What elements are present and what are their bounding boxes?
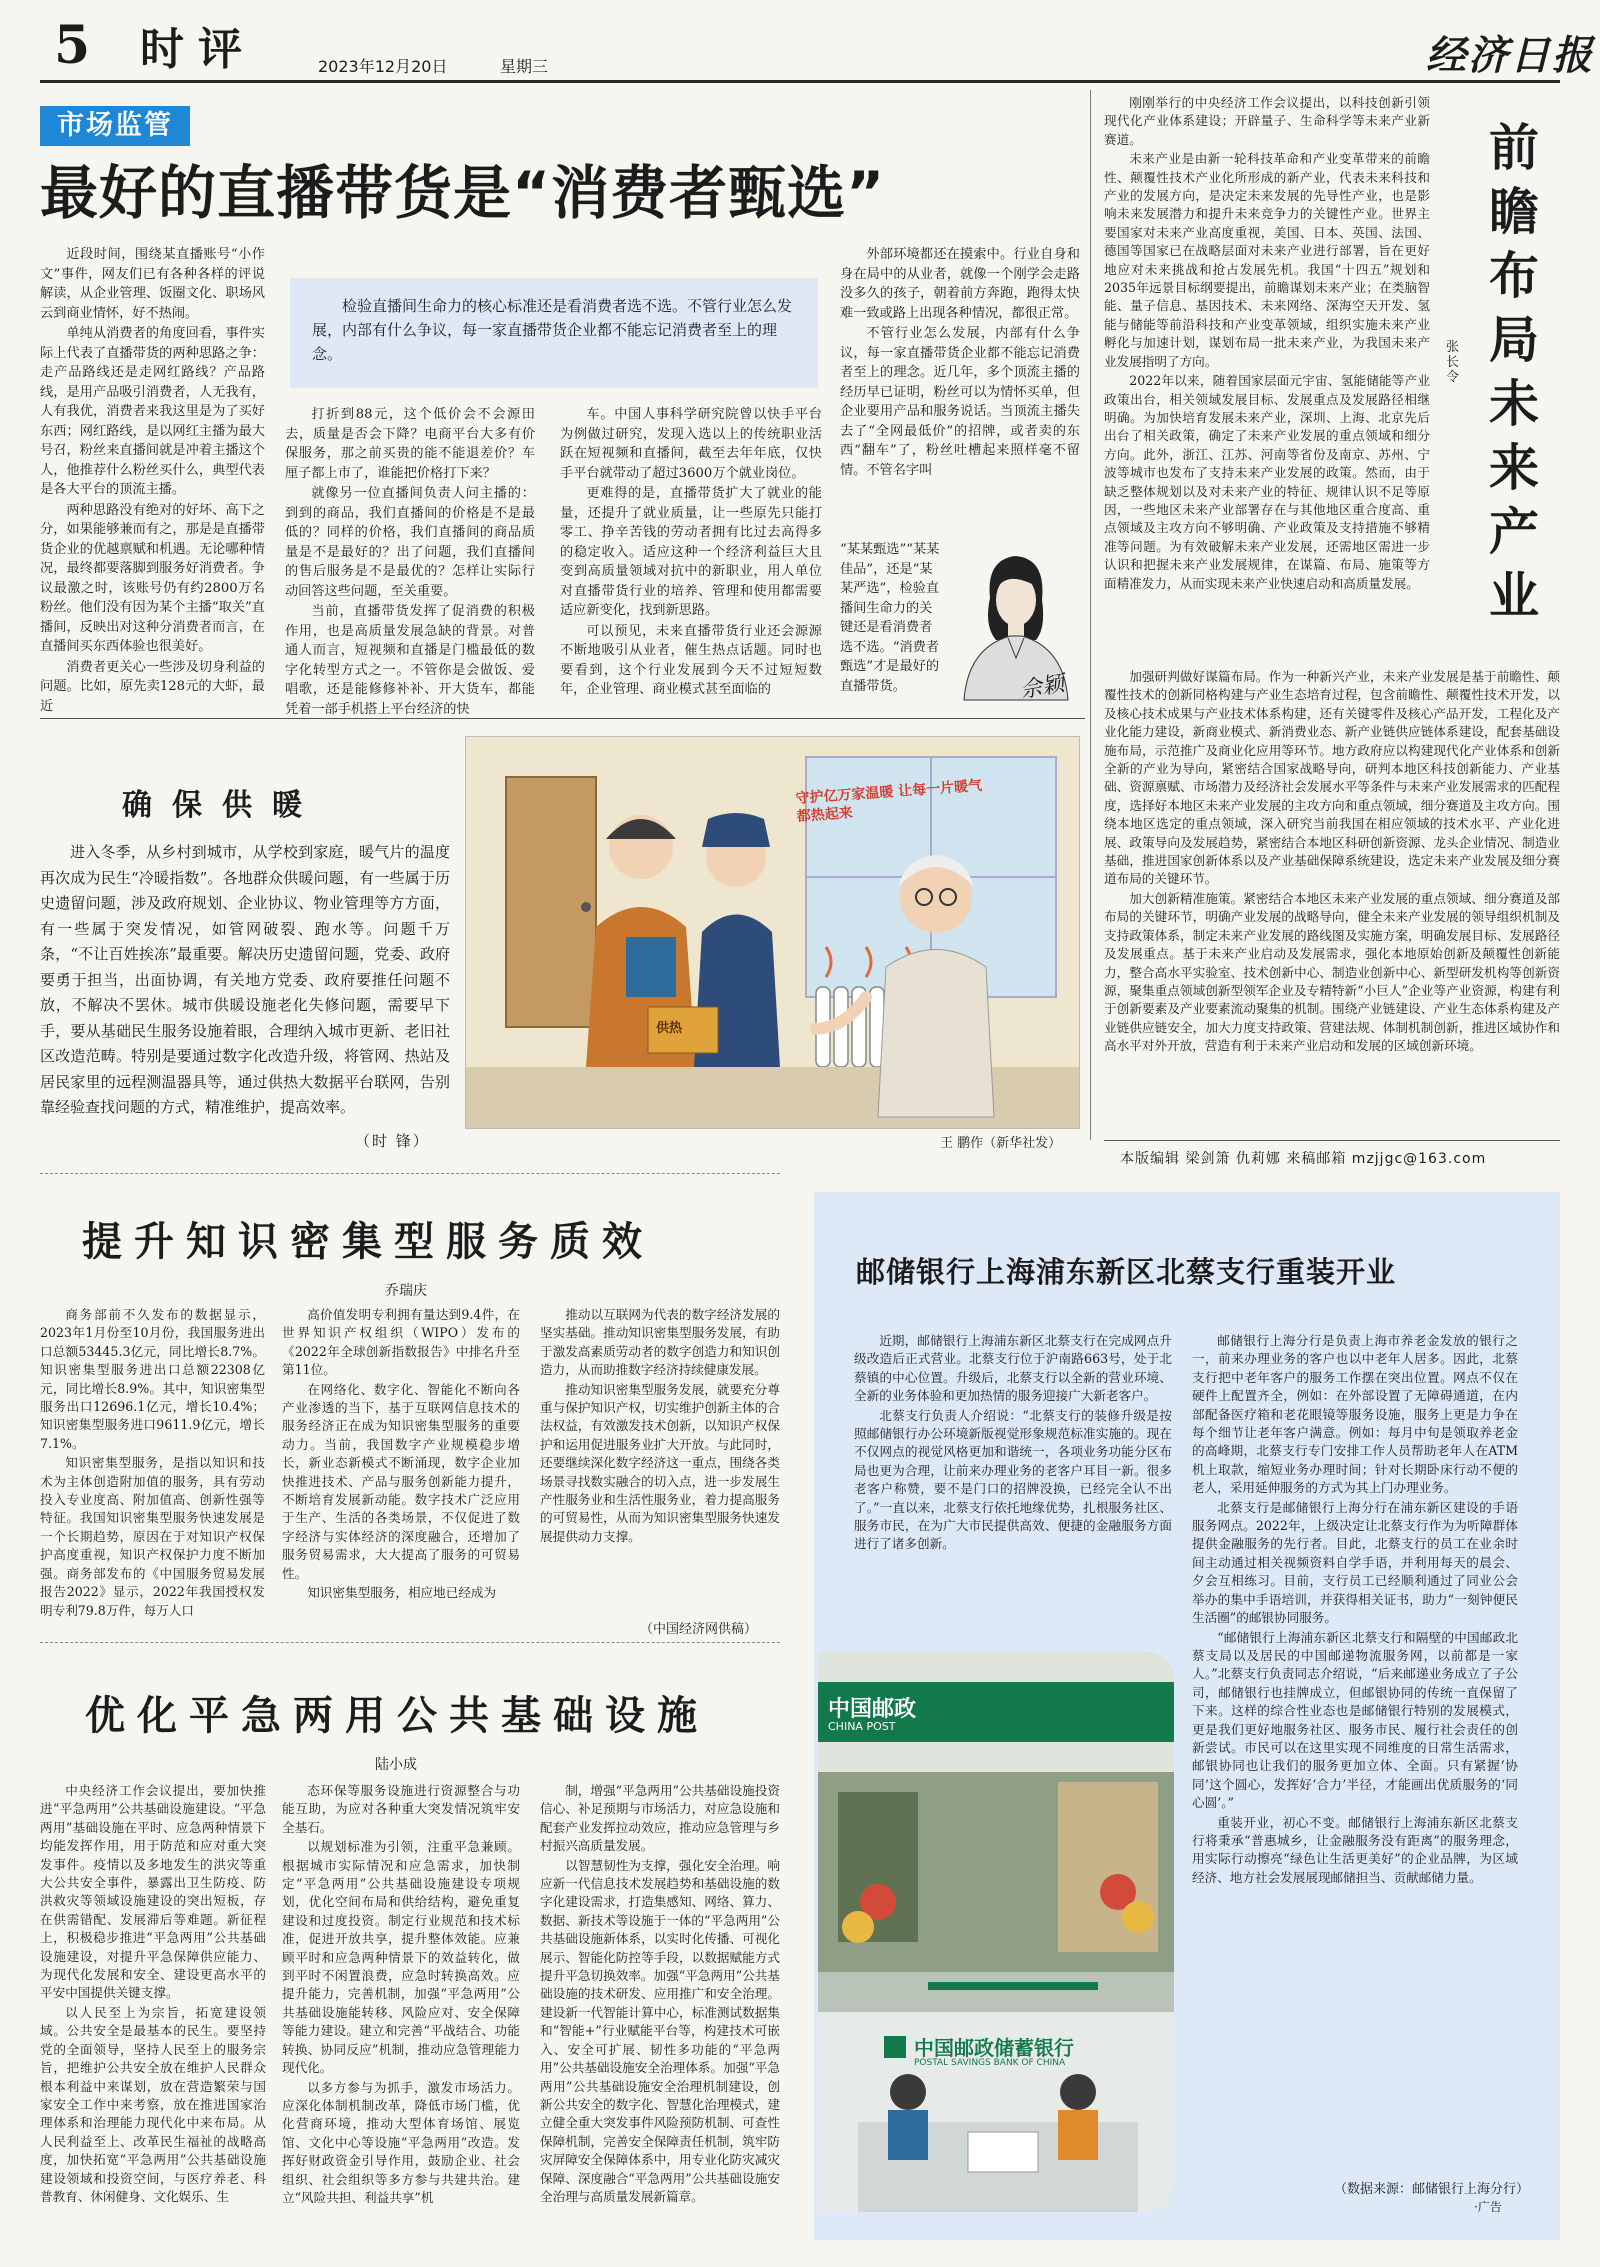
paragraph: 2022年以来，随着国家层面元宇宙、氢能储能等产业政策出台，相关领域发展目标、发展重点及发展路径相继明确。为加快培育发展未来产业，深圳、上海、北京先后出台了相关政策，确定了未来产业发展的重点领域和细分方向。此外，浙江、江苏、河南等省份及南京、苏州、宁波等城市也发布了支持未来产业发展的政策。然而，由于缺乏整体规划以及对未来产业的特征、规律认识不足等原因，一些地区未来产业部署存在与其他地区重合度高、重点领域及主攻方向不够明确、产业政策及支持措施不够精准等问题。为有效破解未来产业发展，还需地区需进一步认识和把握未来产业发展规律，在谋篇、布局、施策等方面精准发力，从而实现未来产业快速启动和高质量发展。 (1104, 373, 1430, 591)
paragraph: 不管行业怎么发展，内部有什么争议，每一家直播带货企业都不能忘记消费者至上的理念。近几年，多个顶流主播的经历早已证明，粉丝可以为情怀买单，但企业要用产品和服务说话。当顶流主播失去了“全网最低价”的招牌，或者卖的东西“翻车”了，粉丝吐槽起来照样毫不留情。不管名字叫 (840, 326, 1080, 478)
cartoon-caption: 守护亿万家温暖 让每一片暖气都热起来 (795, 777, 983, 825)
livestream-col-3 (560, 405, 822, 701)
knowledge-author: 乔瑞庆 (385, 1283, 427, 1299)
postal-logo-icon (884, 2036, 906, 2058)
livestream-col-4 (840, 245, 1080, 481)
paragraph: 加大创新精准施策。紧密结合本地区未来产业发展的重点领域、细分赛道及部布局的关键环节，明确产业发展的战略导向，健全未来产业发展的领导组织机制及支持政策体系，制定未来产业发展的路线图及实施方案，明确发展目标、发展路径及发展重点。基于未来产业启动及发展需求，强化本地原始创新及颠覆性创新能力，整合高水平实验室、技术创新中心、制造业创新中心、新型研发机构等创新资源，聚集重点领域创新型领军企业及专精特新“小巨人”企业等产业资源，构建有利于创新要素及产业要素流动聚集的机制。围绕产业链建设、产业生态体系构建及产业链供应链安全，加大力度支持政策、营建法规、体制机制创新，推进区域协作和高水平对外开放，营造有利于未来产业启动和发展的区域创新环境。 (1104, 890, 1560, 1054)
ad-mark: ·广告 (1474, 2200, 1502, 2214)
paragraph: 在网络化、数字化、智能化不断向各产业渗透的当下，基于互联网信息技术的服务经济正在成为知识密集型服务的重要动力。当前，我国数字产业规模稳步增长，新业态新模式不断涌现，数字企业加快推进技术、产品与服务创新能力提升，不断培育发展新动能。数字技术广泛应用于生产、生活的各类场景，不仅促进了数字经济与实体经济的深度融合，还增加了服务贸易需求，大大提高了服务的可贸易性。 (282, 1381, 520, 1581)
paragraph: “邮储银行上海浦东新区北蔡支行和隔壁的中国邮政北蔡支局以及居民的中国邮递物流服务网，以前都是一家人。”北蔡支行负责同志介绍说，“后来邮递业务成立了子公司，邮储银行也挂牌成立，但邮银协同的传统一直保留了下来。这样的综合性业态也是邮储银行特别的发展模式，更是我们更好地服务社区、服务市民、履行社会责任的创新尝试。市民可以在这里实现不同维度的日常生活需求，邮银协同也让我们的服务更加立体、全面。只有紧握‘协同’这个圆心，发挥好‘合力’半径，才能画出优质服务的‘同心圆’。” (1192, 1629, 1518, 1811)
paragraph: 加强研判做好谋篇布局。作为一种新兴产业，未来产业发展是基于前瞻性、颠覆性技术的创新同格构建与产业生态培育过程，包含前瞻性、颠覆性技术开发，以及核心技术成果与产业技术体系构建，还有关键零件及核心产品开发，工程化及产业化能力建设，新商业模式、新消费业态、新产业链供应链体系建设，配套基础设施布局，示范推广及商业化应用等环节。地方政府应以构建现代化产业体系和创新全新的产业为导向，紧密结合国家战略导向，研判本地区科技创新能力、产业基础、资源禀赋、市场潜力及经济社会发展水平等条件与未来产业发展需求的匹配程度，选择好本地区未来产业发展的主攻方向和重点领域，细分赛道及主攻方向。围绕本地区选定的重点领域，深入研究当前我国在相应领域的技术水平、产业化进展、政策导向及发展趋势，紧密结合本地区科研创新资源、龙头企业情况、制造业基础，推进国家创新体系以及产业基础保障系统建设，选定未来产业发展及细分赛道布局的关键环节。 (1104, 669, 1560, 887)
paragraph: 知识密集型服务，相应地已经成为 (307, 1585, 497, 1601)
bank-source: （数据来源：邮储银行上海分行） (1334, 2182, 1530, 2197)
knowledge-col-3 (540, 1306, 780, 1547)
knowledge-col-1 (40, 1306, 265, 1621)
knowledge-headline: 提升知识密集型服务质效 (82, 1218, 654, 1265)
livestream-col-1 (40, 245, 265, 717)
paragraph: 车。中国人事科学研究院曾以快手平台为例做过研究，发现入选以上的传统职业活跃在短视频和直播间，截至去年年底，仅快手平台就带动了超过3600万个就业岗位。 (560, 407, 822, 481)
paragraph: 近段时间，围绕某直播账号“小作文”事件，网友们已有各种各样的评说解读，从企业管理、饭圈文化、职场风云到商业情怀，好不热闹。 (40, 247, 265, 321)
paragraph: 以多方参与为抓手，激发市场活力。应深化体制机制改革，降低市场门槛，优化营商环境，推动大型体育场馆、展览馆、文化中心等设施“平急两用”改造。发挥好财政资金引导作用，鼓励企业、社会组织、社会组织等多方参与共建共治。建立“风险共担、利益共享”机 (282, 2079, 520, 2205)
issue-date: 2023年12月20日 (318, 57, 448, 76)
paragraph: 外部环境都还在摸索中。行业自身和身在局中的从业者，就像一个刚学会走路没多久的孩子，朝着前方奔跑，跑得太快难一致或路上出现各种情况，都很正常。 (840, 247, 1080, 321)
infra-col-2 (282, 1782, 520, 2208)
paragraph: 推动知识密集型服务发展，就要充分尊重与保护知识产权，切实维护创新主体的合法权益，有效激发技术创新，以知识产权保护和运用促进服务业扩大开放。与此同时，还要继续深化数字经济这一重点，围绕各类场景寻找数实融合的切入点，进一步发展生产性服务业和生活性服务业，着力提高服务的可贸易性，从而为知识密集型服务快速发展提供动力支撑。 (540, 1381, 780, 1544)
photo-sign-postal: 中国邮政 (828, 1697, 917, 1722)
issue-weekday: 星期三 (500, 57, 549, 76)
paragraph: 知识密集型服务，是指以知识和技术为主体创造附加值的服务，具有劳动投入专业度高、附加值高、创新性强等特征。我国知识密集型服务快速发展是一个长期趋势，原因在于对知识产权保护高度重视，知识产权保护力度不断加强。商务部发布的《中国服务贸易发展报告2022》显示，2022年我国授权发明专利79.8万件，每万人口 (40, 1455, 265, 1618)
future-headline: 前瞻布局未来产业 (1489, 119, 1539, 625)
page-number: 5 (54, 15, 91, 76)
paragraph: 商务部前不久发布的数据显示，2023年1月份至10月份，我国服务进出口总额53445.3亿元，同比增长8.7%。知识密集型服务进出口总额22308亿元，同比增长8.9%。其中，知识密集型服务出口12696.1亿元，增长10.4%；知识密集型服务进口9611.9亿元，增长7.1%。 (40, 1307, 265, 1451)
bank-col-1 (854, 1332, 1172, 1555)
heating-headline: 确保供暖 (122, 788, 322, 823)
infra-author: 陆小成 (375, 1757, 417, 1773)
paragraph: 打折到88元，这个低价会不会源田去，质量是否会下降？电商平台大多有价保服务，那之前买贵的能不能退差价？车厘子都上市了，谁能把价格打下来？ (285, 407, 535, 481)
divider (1090, 90, 1091, 1140)
paragraph: 就像另一位直播间负责人问主播的：到到的商品，我们直播间的价格是不是最低的？同样的价格，我们直播间的商品质量是不是最好的？出了问题，我们直播间的售后服务是不是最优的？怎样让实际行动回答这些问题，至关重要。 (285, 486, 535, 599)
masthead-rule (40, 80, 1560, 83)
infra-col-1 (40, 1782, 266, 2207)
knowledge-col-2 (282, 1306, 520, 1604)
paragraph: 态环保等服务设施进行资源整合与功能互助，为应对各种重大突发情况筑牢安全基石。 (282, 1783, 520, 1835)
bank-advertorial (814, 1192, 1560, 2240)
future-author: 张长令 (1446, 340, 1460, 385)
paragraph: 单纯从消费者的角度回看，事件实际上代表了直播带货的两种思路之争：走产品路线还是走网红路线？产品路线，是用产品吸引消费者，人无我有，人有我优，消费者来我这里是为了买好东西；网红路线，是以网红主播为最大号召，粉丝来直播间就是冲着主播这个人，他推荐什么粉丝买什么，典型代表是各大平台的顶流主播。 (40, 326, 265, 497)
divider (40, 1173, 780, 1174)
paragraph: 北蔡支行负责人介绍说：“北蔡支行的装修升级是按照邮储银行办公环境新版视觉形象规范标准实施的。现在不仅网点的视觉风格更加和谐统一，各项业务功能分区布局也更为合理，让前来办理业务的老客户耳目一新。很多老客户称赞，要不是门口的招牌没换，已经完全认不出了。”一直以来，北蔡支行依托地缘优势，扎根服务社区、服务市民，在为广大市民提供高效、便捷的金融服务方面进行了诸多创新。 (854, 1407, 1172, 1552)
section-name: 时评 (140, 24, 256, 75)
photo-sign-postal-en: CHINA POST (828, 1720, 896, 1733)
paragraph: 制，增强“平急两用”公共基础设施投资信心、补足预期与市场活力，对应急设施和配套产业发挥拉动效应，推动应急管理与乡村振兴高质量发展。 (540, 1783, 780, 1854)
paragraph: 两种思路没有绝对的好坏、高下之分，如果能够兼而有之，那是是直播带货企业的优越禀赋和机遇。无论哪种情况，最终都要落脚到服务好消费者。争议最激之时，该账号仍有约2800万名粉丝。他们没有因为某个主播“取关”直播间，反映出对这种分消费者而言，在直播间买东西体验也很美好。 (40, 502, 265, 654)
livestream-col-5 (840, 540, 940, 697)
paragraph: 以人民至上为宗旨，拓宽建设领域。公共安全是最基本的民生。要坚持党的全面领导，坚持人民至上的服务宗旨，把维护公共安全放在维护人民群众根本利益中来谋划，放在营造繁荣与国家安全工作中来考察，放在推进国家治理体系和治理能力现代化中来布局。从人民利益至上、改革民生福祉的战略高度，加快拓宽“平急两用”公共基础设施建设领域和投资空间，与医疗养老、科普教育、休闲健身、文化娱乐、生 (40, 2004, 266, 2204)
photo-sign-bank-en: POSTAL SAVINGS BANK OF CHINA (914, 2058, 1066, 2068)
divider (40, 718, 1085, 719)
paragraph: 以智慧韧性为支撑，强化安全治理。响应新一代信息技术发展趋势和基础设施的数字化建设需求，打造集感知、网络、算力、数据、新技术等设施于一体的“平急两用”公共基础设施新体系，以实时化传播、可视化展示、智能化防控等手段，以数据赋能方式提升平急切换效率。加强“平急两用”公共基础设施的技术研发、应用推广和安全治理。建设新一代智能计算中心，标准测试数据集和“智能+”行业赋能平台等，构建技术可嵌入、安全可扩展、韧性多功能的“平急两用”公共基础设施安全治理体系。加强“平急两用”公共基础设施安全治理机制建设，创新公共安全的数字化、智慧化治理模式，建立健全重大突发事件风险预防机制、可查性保障机制，完善安全保障责任机制，筑牢防灾屏障安全保障体系中，用专业化防灾减灾保障、深度融合“平急两用”公共基础设施安全治理与高质量发展新篇章。 (540, 1857, 780, 2204)
masthead (0, 0, 1600, 88)
paragraph: 中央经济工作会议提出，要加快推进“平急两用”公共基础设施建设。“平急两用”基础设施在平时、应急两种情景下均能发挥作用，用于防范和应对重大突发事件。疫情以及多地发生的洪灾等重大公共安全事件，暴露出卫生防疫、防洪救灾等领域设施建设的突出短板，存在供需错配、发展滞后等难题。新征程上，积极稳步推进“平急两用”公共基础设施建设，对提升平急保障供应能力、为现代化发展和安全、建设更高水平的平安中国提供关键支撑。 (40, 1783, 266, 2001)
paragraph: 邮储银行上海分行是负责上海市养老金发放的银行之一，前来办理业务的客户也以中老年人居多。因此，北蔡支行把中老年客户的服务工作摆在突出位置。网点不仅在硬件上配置齐全，例如：在外部设置了无障碍通道，在内部配备医疗箱和老花眼镜等服务设施，服务上更是力争在每个细节让老年客户满意。例如：每月中旬是领取养老金的高峰期，北蔡支行专门安排工作人员帮助老年人在ATM机上取款，缩短业务办理时间；针对长期卧床行动不便的老人，采用延伸服务的方式为其上门办理业务。 (1192, 1333, 1518, 1496)
paragraph: 更难得的是，直播带货扩大了就业的能量，还提升了就业质量，让一些原先只能打零工、挣辛苦钱的劳动者拥有比过去高得多的稳定收入。适应这种一个经济利益巨大且变到高质量领域对抗中的新职业，用人单位对直播带货行业的培养、管理和使用都需要适应新变化，找到新思路。 (560, 486, 822, 618)
paragraph: 刚刚举行的中央经济工作会议提出，以科技创新引领现代化产业体系建设；开辟量子、生命科学等未来产业新赛道。 (1104, 95, 1430, 147)
infra-col-3 (540, 1782, 780, 2207)
paragraph: 当前，直播带货发挥了促消费的积极作用，也是高质量发展急缺的背景。对普通人而言，短视频和直播是门槛最低的数字化转型方式之一。不管你是会做饭、爱唱歌，还是能修修补补、开大货车，都能凭着一部手机搭上平台经济的快 (285, 604, 535, 717)
paragraph: “某某甄选”“某某佳品”，还是“某某严选”，检验直播间生命力的关键还是看消费者选不选。“消费者甄选”才是最好的直播带货。 (840, 542, 940, 694)
livestream-col-2 (285, 405, 535, 720)
paragraph: 高价值发明专利拥有量达到9.4件，在世界知识产权组织（WIPO）发布的《2022年全球创新指数报告》中排名升至第11位。 (282, 1307, 520, 1378)
paragraph: 北蔡支行是邮储银行上海分行在浦东新区建设的手语服务网点。2022年，上级决定让北蔡支行作为为听障群体提供金融服务的先行者。目此，北蔡支行的员工在业余时间主动通过相关视频资料自学手语，并利用每天的晨会、夕会互相练习。目前，支行员工已经顺利通过了同业公会举办的集中手语培训，并获得相关证书，助力“一刻钟便民生活圈”的邮银协同服务。 (1192, 1499, 1518, 1626)
pull-quote: 检验直播间生命力的核心标准还是看消费者选不选。不管行业怎么发展，内部有什么争议，每一家直播带货企业都不能忘记消费者至上的理念。 (290, 278, 818, 388)
paragraph: 近期，邮储银行上海浦东新区北蔡支行在完成网点升级改造后正式营业。北蔡支行位于沪南路663号，处于北蔡镇的中心位置。升级后，北蔡支行以全新的营业环境、全新的业务体验和更加热情的服务迎接广大新老客户。 (854, 1333, 1172, 1404)
author-signature: 佘颖 (1018, 671, 1067, 704)
paragraph: 进入冬季，从乡村到城市，从学校到家庭，暖气片的温度再次成为民生“冷暖指数”。各地群众供暖问题，有一些属于历史遗留问题，涉及政府规划、企业协议、物业管理等方方面，有一些属于突发情况，如管网破裂、跑水等。问题千万条，“不让百姓挨冻”最重要。解决历史遗留问题，党委、政府要勇于担当，出面协调，有关地方党委、政府要推任问题不放，不解决不罢休。城市供暖设施老化失修问题，需要早下手，要从基础民生服务设施着眼，合理纳入城市更新、老旧社区改造范畴。特别是要通过数字化改造升级，将管网、热站及居民家里的远程测温器具等，通过供热大数据平台联网，告别靠经验查找问题的方式，精准维护，提高效率。 (40, 843, 450, 1116)
paragraph: 消费者更关心一些涉及切身利益的问题。比如，原先卖128元的大虾，最近 (40, 659, 265, 714)
divider (1104, 1140, 1560, 1141)
heating-cartoon (465, 736, 1080, 1129)
page-editors: 本版编辑 梁剑箫 仇莉娜 来稿邮箱 mzjjgc@163.com (1120, 1151, 1487, 1167)
paper-logo: 经济日报 (1426, 32, 1594, 79)
bank-photo-collage (818, 1652, 1174, 2212)
heating-body (40, 840, 450, 1122)
future-body (1104, 94, 1430, 594)
paragraph: 未来产业是由新一轮科技革命和产业变革带来的前瞻性、颠覆性技术产业化所形成的新产业，代表未来科技和产业的发展方向，是决定未来发展的先导性产业，也是影响未来发展潜力和提升未来竞争力的关键性产业。世界主要国家对未来产业高度重视，美国、日本、英国、法国、德国等国家已在战略层面对未来产业进行部署，旨在更好地应对未来挑战和抢占发展先机。我国“十四五”规划和2035年远景目标纲要提出，前瞻谋划未来产业；在类脑智能、量子信息、基因技术、未来网络、深海空天开发、氢能与储能等前沿科技和产业变革领域，组织实施未来产业孵化与加速计划，谋划布局一批未来产业，为我国未来产业发展指明了方向。 (1104, 151, 1430, 369)
bank-headline: 邮储银行上海浦东新区北蔡支行重装开业 (856, 1255, 1397, 1289)
knowledge-source: （中国经济网供稿） (640, 1622, 758, 1637)
livestream-headline: 最好的直播带货是“消费者甄选” (40, 159, 886, 227)
paragraph: 重装开业，初心不变。邮储银行上海浦东新区北蔡支行将秉承“普惠城乡，让金融服务没有距离”的服务理念，用实际行动擦亮“绿色让生活更美好”的企业品牌，为区域经济、地方社会发展展现邮储担当、贡献邮储力量。 (1192, 1814, 1518, 1885)
topic-tag: 市场监管 (40, 106, 190, 146)
cartoon-box-label: 供热 (656, 1021, 683, 1036)
paragraph: 推动以互联网为代表的数字经济发展的坚实基础。推动知识密集型服务发展，有助于激发高素质劳动者的数字创造力和知识创造力，从而助推数字经济持续健康发展。 (540, 1307, 780, 1378)
cartoon-credit: 王 鹏作（新华社发） (940, 1136, 1062, 1151)
divider (40, 1642, 780, 1643)
paragraph: 可以预见，未来直播带货行业还会源源不断地吸引从业者，催生热点话题。同时也要看到，这个行业发展到今天不过短短数年，企业管理、商业模式甚至面临的 (560, 623, 822, 697)
heating-byline: （时 锋） (355, 1132, 430, 1150)
paragraph: 以规划标准为引领，注重平急兼顾。根据城市实际情况和应急需求，加快制定“平急两用”公共基础设施建设专项规划，优化空间布局和供给结构，避免重复建设和过度投资。制定行业规范和技术标准，促进开放共享，提升整体效能。应兼顾平时和应急两种情景下的效益转化，做到平时不闲置浪费，应急时转换高效。应提升能力，完善机制，加强“平急两用”公共基础设施能转移、风险应对、安全保障等能力建设。建立和完善“平战结合、功能转换、协同反应”机制，推动应急管理能力现代化。 (282, 1839, 520, 2076)
future-body-wide (1104, 668, 1560, 1057)
photo-sign-bank: 中国邮政储蓄银行 (914, 2036, 1074, 2060)
infra-headline: 优化平急两用公共基础设施 (85, 1692, 709, 1739)
bank-col-2 (1192, 1332, 1518, 1888)
